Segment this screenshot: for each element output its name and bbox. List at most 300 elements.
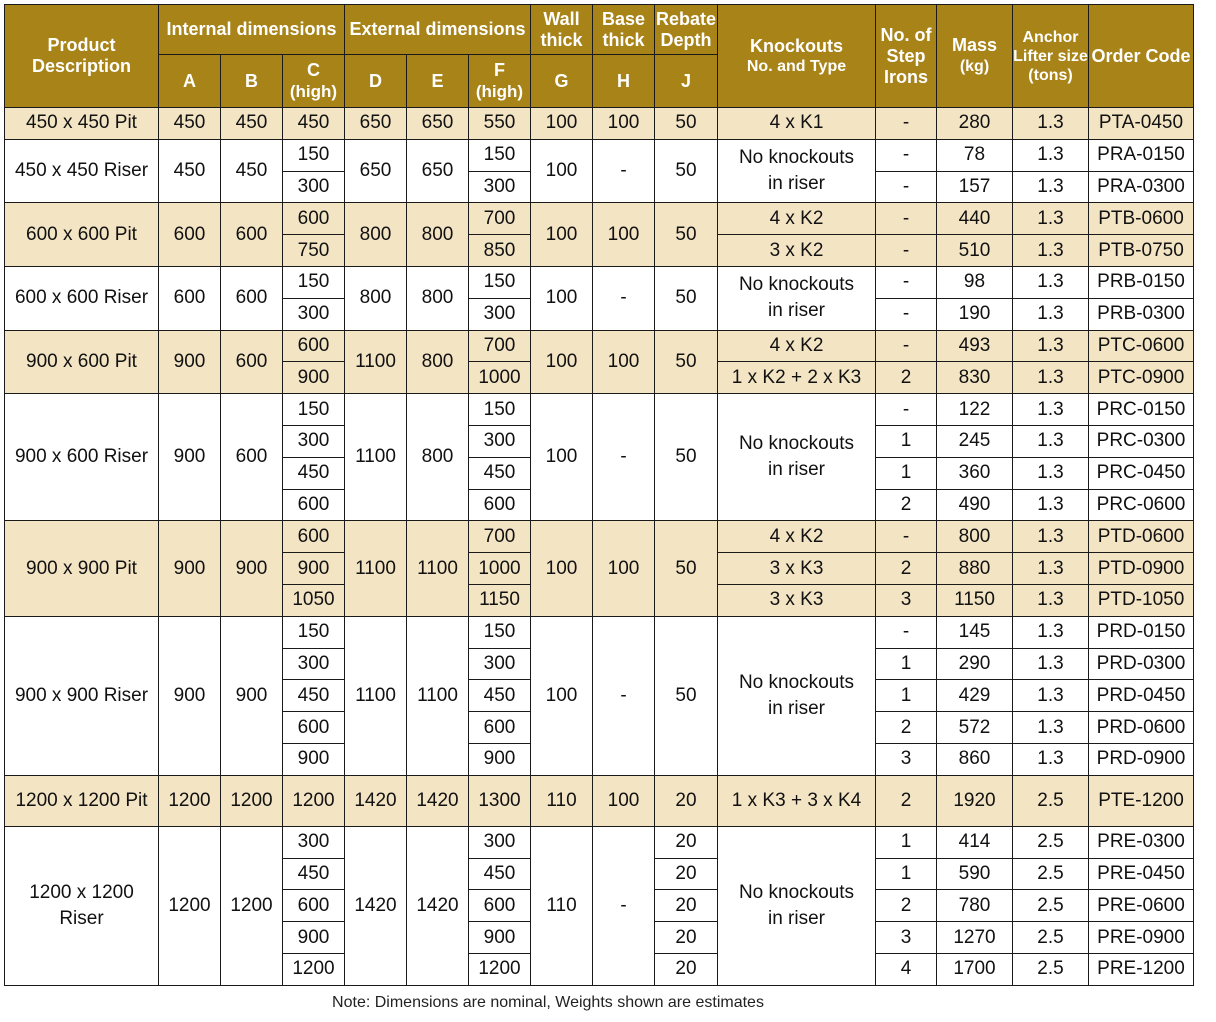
cell-anchor-lifter: 1.3 — [1013, 553, 1089, 585]
cell-anchor-lifter: 1.3 — [1013, 616, 1089, 648]
cell-dim-c: 750 — [283, 235, 345, 267]
cell-dim-c: 1200 — [283, 775, 345, 826]
cell-step-irons: - — [876, 394, 937, 426]
header-knockouts — [718, 5, 876, 108]
cell-dim-c: 900 — [283, 743, 345, 775]
cell-dim-f: 1000 — [469, 553, 531, 585]
cell-wall-thick: 100 — [531, 108, 593, 140]
cell-wall-thick: 110 — [531, 775, 593, 826]
cell-mass: 122 — [937, 394, 1013, 426]
header-col-j: J — [655, 55, 718, 108]
cell-dim-f: 450 — [469, 680, 531, 712]
cell-step-irons: 1 — [876, 826, 937, 858]
cell-dim-c: 600 — [283, 330, 345, 362]
cell-rebate-depth: 50 — [655, 266, 718, 330]
cell-step-irons: 2 — [876, 489, 937, 521]
table-row — [5, 826, 1194, 858]
cell-rebate-depth: 50 — [655, 108, 718, 140]
cell-step-irons: 4 — [876, 953, 937, 985]
cell-step-irons: 3 — [876, 584, 937, 616]
cell-anchor-lifter: 2.5 — [1013, 922, 1089, 954]
cell-step-irons: 1 — [876, 457, 937, 489]
cell-dim-d: 800 — [345, 266, 407, 330]
cell-mass: 572 — [937, 712, 1013, 744]
cell-step-irons: 3 — [876, 743, 937, 775]
cell-mass: 78 — [937, 139, 1013, 171]
cell-order-code: PRD-0300 — [1089, 648, 1194, 680]
cell-order-code: PRE-0300 — [1089, 826, 1194, 858]
cell-step-irons: - — [876, 521, 937, 553]
cell-dim-f: 150 — [469, 139, 531, 171]
cell-mass: 1700 — [937, 953, 1013, 985]
cell-knockouts: No knockouts in riser — [718, 394, 876, 521]
cell-step-irons: - — [876, 330, 937, 362]
cell-mass: 245 — [937, 425, 1013, 457]
header-mass-label: Mass — [951, 35, 998, 55]
cell-dim-f: 300 — [469, 826, 531, 858]
cell-base-thick: 100 — [593, 203, 655, 267]
cell-step-irons: 2 — [876, 553, 937, 585]
cell-order-code: PRD-0600 — [1089, 712, 1194, 744]
cell-rebate-depth: 20 — [655, 858, 718, 890]
cell-step-irons: - — [876, 266, 937, 298]
cell-anchor-lifter: 1.3 — [1013, 457, 1089, 489]
header-col-a: A — [159, 55, 221, 108]
cell-product-description: 600 x 600 Pit — [5, 203, 159, 267]
header-knockouts-title: Knockouts — [749, 36, 843, 56]
table-body — [5, 108, 1194, 986]
cell-dim-f: 300 — [469, 648, 531, 680]
cell-mass: 190 — [937, 298, 1013, 330]
cell-knockouts: 4 x K1 — [718, 108, 876, 140]
cell-rebate-depth: 50 — [655, 521, 718, 616]
cell-dim-f: 1150 — [469, 584, 531, 616]
cell-order-code: PTB-0750 — [1089, 235, 1194, 267]
cell-dim-a: 900 — [159, 330, 221, 394]
cell-step-irons: 2 — [876, 362, 937, 394]
cell-dim-e: 800 — [407, 203, 469, 267]
cell-order-code: PRA-0300 — [1089, 171, 1194, 203]
cell-mass: 800 — [937, 521, 1013, 553]
cell-anchor-lifter: 1.3 — [1013, 743, 1089, 775]
table-row — [5, 616, 1194, 648]
cell-step-irons: - — [876, 139, 937, 171]
cell-knockouts: No knockouts in riser — [718, 826, 876, 985]
header-col-c-sub: (high) — [289, 82, 338, 101]
cell-mass: 590 — [937, 858, 1013, 890]
cell-wall-thick: 100 — [531, 330, 593, 394]
cell-order-code: PRC-0150 — [1089, 394, 1194, 426]
cell-dim-f: 700 — [469, 203, 531, 235]
header-col-e: E — [407, 55, 469, 108]
cell-base-thick: 100 — [593, 775, 655, 826]
cell-dim-b: 1200 — [221, 826, 283, 985]
cell-rebate-depth: 20 — [655, 826, 718, 858]
table-header — [5, 5, 1194, 108]
cell-wall-thick: 100 — [531, 616, 593, 775]
cell-dim-d: 1100 — [345, 330, 407, 394]
table-row — [5, 203, 1194, 235]
cell-dim-a: 450 — [159, 108, 221, 140]
cell-order-code: PTD-1050 — [1089, 584, 1194, 616]
header-internal-dimensions: Internal dimensions — [159, 5, 345, 55]
cell-anchor-lifter: 1.3 — [1013, 266, 1089, 298]
cell-dim-f: 150 — [469, 616, 531, 648]
cell-step-irons: 2 — [876, 775, 937, 826]
header-col-b: B — [221, 55, 283, 108]
cell-dim-c: 450 — [283, 457, 345, 489]
cell-dim-b: 450 — [221, 139, 283, 203]
cell-order-code: PTB-0600 — [1089, 203, 1194, 235]
cell-order-code: PRD-0450 — [1089, 680, 1194, 712]
cell-anchor-lifter: 2.5 — [1013, 775, 1089, 826]
cell-base-thick: - — [593, 826, 655, 985]
cell-order-code: PTD-0600 — [1089, 521, 1194, 553]
cell-anchor-lifter: 1.3 — [1013, 394, 1089, 426]
cell-rebate-depth: 50 — [655, 330, 718, 394]
cell-step-irons: - — [876, 108, 937, 140]
cell-dim-c: 150 — [283, 139, 345, 171]
cell-knockouts: 1 x K2 + 2 x K3 — [718, 362, 876, 394]
header-col-g: G — [531, 55, 593, 108]
cell-base-thick: 100 — [593, 521, 655, 616]
cell-wall-thick: 100 — [531, 394, 593, 521]
cell-order-code: PTA-0450 — [1089, 108, 1194, 140]
table-row — [5, 139, 1194, 171]
cell-dim-c: 600 — [283, 712, 345, 744]
cell-mass: 280 — [937, 108, 1013, 140]
cell-mass: 440 — [937, 203, 1013, 235]
cell-step-irons: - — [876, 298, 937, 330]
table-row — [5, 266, 1194, 298]
cell-dim-f: 850 — [469, 235, 531, 267]
cell-step-irons: 3 — [876, 922, 937, 954]
table-row — [5, 108, 1194, 140]
cell-order-code: PRD-0150 — [1089, 616, 1194, 648]
cell-anchor-lifter: 1.3 — [1013, 330, 1089, 362]
cell-base-thick: - — [593, 266, 655, 330]
table-row — [5, 775, 1194, 826]
cell-wall-thick: 100 — [531, 521, 593, 616]
cell-order-code: PRA-0150 — [1089, 139, 1194, 171]
cell-step-irons: 2 — [876, 890, 937, 922]
cell-anchor-lifter: 1.3 — [1013, 584, 1089, 616]
cell-anchor-lifter: 1.3 — [1013, 521, 1089, 553]
cell-order-code: PRE-0450 — [1089, 858, 1194, 890]
cell-order-code: PRC-0600 — [1089, 489, 1194, 521]
header-base-thick: Base thick — [593, 5, 655, 55]
cell-dim-c: 450 — [283, 680, 345, 712]
cell-knockouts: 4 x K2 — [718, 521, 876, 553]
cell-rebate-depth: 50 — [655, 203, 718, 267]
cell-knockouts: 4 x K2 — [718, 203, 876, 235]
cell-dim-c: 600 — [283, 890, 345, 922]
cell-dim-f: 600 — [469, 890, 531, 922]
cell-dim-e: 800 — [407, 330, 469, 394]
cell-dim-a: 900 — [159, 616, 221, 775]
cell-order-code: PTD-0900 — [1089, 553, 1194, 585]
cell-product-description: 450 x 450 Riser — [5, 139, 159, 203]
cell-order-code: PRE-0600 — [1089, 890, 1194, 922]
cell-mass: 490 — [937, 489, 1013, 521]
cell-mass: 414 — [937, 826, 1013, 858]
cell-dim-c: 600 — [283, 521, 345, 553]
cell-dim-b: 600 — [221, 394, 283, 521]
cell-dim-f: 450 — [469, 457, 531, 489]
cell-anchor-lifter: 1.3 — [1013, 648, 1089, 680]
header-step-irons: No. of Step Irons — [876, 5, 937, 108]
cell-anchor-lifter: 2.5 — [1013, 953, 1089, 985]
cell-dim-d: 1420 — [345, 775, 407, 826]
cell-mass: 429 — [937, 680, 1013, 712]
cell-dim-c: 900 — [283, 553, 345, 585]
cell-anchor-lifter: 1.3 — [1013, 425, 1089, 457]
cell-dim-a: 900 — [159, 394, 221, 521]
cell-dim-c: 150 — [283, 616, 345, 648]
cell-step-irons: - — [876, 203, 937, 235]
cell-dim-f: 300 — [469, 425, 531, 457]
cell-order-code: PRB-0300 — [1089, 298, 1194, 330]
cell-dim-c: 300 — [283, 425, 345, 457]
cell-dim-f: 150 — [469, 266, 531, 298]
header-product-description: Product Description — [5, 5, 159, 108]
cell-step-irons: 2 — [876, 712, 937, 744]
cell-dim-e: 1420 — [407, 826, 469, 985]
cell-mass: 1920 — [937, 775, 1013, 826]
cell-dim-d: 1100 — [345, 616, 407, 775]
cell-dim-f: 700 — [469, 330, 531, 362]
cell-product-description: 900 x 600 Riser — [5, 394, 159, 521]
cell-dim-c: 450 — [283, 108, 345, 140]
cell-product-description: 450 x 450 Pit — [5, 108, 159, 140]
cell-dim-b: 600 — [221, 330, 283, 394]
cell-rebate-depth: 20 — [655, 890, 718, 922]
cell-dim-f: 300 — [469, 298, 531, 330]
cell-step-irons: 1 — [876, 858, 937, 890]
cell-dim-e: 650 — [407, 108, 469, 140]
cell-step-irons: - — [876, 235, 937, 267]
header-col-d: D — [345, 55, 407, 108]
cell-knockouts: 3 x K2 — [718, 235, 876, 267]
cell-wall-thick: 100 — [531, 139, 593, 203]
cell-mass: 290 — [937, 648, 1013, 680]
cell-dim-e: 650 — [407, 139, 469, 203]
cell-anchor-lifter: 1.3 — [1013, 171, 1089, 203]
cell-mass: 780 — [937, 890, 1013, 922]
cell-dim-b: 900 — [221, 521, 283, 616]
cell-base-thick: - — [593, 616, 655, 775]
cell-order-code: PRE-0900 — [1089, 922, 1194, 954]
cell-dim-a: 600 — [159, 203, 221, 267]
cell-dim-f: 450 — [469, 858, 531, 890]
cell-dim-e: 1100 — [407, 521, 469, 616]
cell-dim-a: 1200 — [159, 826, 221, 985]
cell-order-code: PRC-0450 — [1089, 457, 1194, 489]
cell-product-description: 900 x 600 Pit — [5, 330, 159, 394]
cell-dim-c: 450 — [283, 858, 345, 890]
cell-knockouts: 3 x K3 — [718, 553, 876, 585]
cell-rebate-depth: 20 — [655, 953, 718, 985]
header-rebate-depth: Rebate Depth — [655, 5, 718, 55]
cell-dim-b: 600 — [221, 203, 283, 267]
cell-dim-d: 1100 — [345, 521, 407, 616]
footnote: Note: Dimensions are nominal, Weights shown are estimates — [332, 994, 764, 1011]
cell-knockouts: 3 x K3 — [718, 584, 876, 616]
cell-rebate-depth: 50 — [655, 139, 718, 203]
cell-dim-a: 900 — [159, 521, 221, 616]
cell-dim-a: 1200 — [159, 775, 221, 826]
cell-dim-f: 1000 — [469, 362, 531, 394]
cell-anchor-lifter: 1.3 — [1013, 108, 1089, 140]
cell-product-description: 900 x 900 Riser — [5, 616, 159, 775]
cell-anchor-lifter: 1.3 — [1013, 680, 1089, 712]
cell-order-code: PRD-0900 — [1089, 743, 1194, 775]
cell-dim-f: 600 — [469, 712, 531, 744]
cell-dim-a: 450 — [159, 139, 221, 203]
cell-dim-c: 300 — [283, 298, 345, 330]
cell-order-code: PTC-0900 — [1089, 362, 1194, 394]
cell-dim-d: 1420 — [345, 826, 407, 985]
header-external-dimensions: External dimensions — [345, 5, 531, 55]
cell-dim-f: 900 — [469, 922, 531, 954]
product-table — [4, 4, 1194, 986]
header-mass-unit: (kg) — [959, 58, 990, 75]
header-knockouts-sub: No. and Type — [746, 58, 847, 75]
header-col-c — [283, 55, 345, 108]
cell-anchor-lifter: 1.3 — [1013, 489, 1089, 521]
header-anchor-lifter: Anchor Lifter size (tons) — [1013, 5, 1089, 108]
cell-rebate-depth: 50 — [655, 394, 718, 521]
cell-mass: 1270 — [937, 922, 1013, 954]
cell-product-description: 1200 x 1200 Pit — [5, 775, 159, 826]
cell-dim-f: 900 — [469, 743, 531, 775]
table-row — [5, 521, 1194, 553]
cell-step-irons: - — [876, 171, 937, 203]
cell-anchor-lifter: 2.5 — [1013, 826, 1089, 858]
cell-anchor-lifter: 2.5 — [1013, 858, 1089, 890]
header-col-f-letter: F — [494, 60, 505, 80]
cell-rebate-depth: 50 — [655, 616, 718, 775]
cell-knockouts: 4 x K2 — [718, 330, 876, 362]
cell-anchor-lifter: 1.3 — [1013, 203, 1089, 235]
cell-base-thick: 100 — [593, 108, 655, 140]
cell-dim-e: 800 — [407, 266, 469, 330]
cell-base-thick: - — [593, 394, 655, 521]
table-row — [5, 394, 1194, 426]
table-row — [5, 330, 1194, 362]
cell-dim-e: 800 — [407, 394, 469, 521]
cell-anchor-lifter: 1.3 — [1013, 298, 1089, 330]
cell-anchor-lifter: 1.3 — [1013, 362, 1089, 394]
cell-rebate-depth: 20 — [655, 775, 718, 826]
cell-mass: 510 — [937, 235, 1013, 267]
cell-dim-c: 900 — [283, 362, 345, 394]
cell-mass: 1150 — [937, 584, 1013, 616]
cell-mass: 493 — [937, 330, 1013, 362]
cell-anchor-lifter: 2.5 — [1013, 890, 1089, 922]
cell-wall-thick: 100 — [531, 266, 593, 330]
cell-order-code: PRC-0300 — [1089, 425, 1194, 457]
cell-dim-c: 300 — [283, 826, 345, 858]
cell-dim-b: 600 — [221, 266, 283, 330]
cell-wall-thick: 110 — [531, 826, 593, 985]
cell-knockouts: 1 x K3 + 3 x K4 — [718, 775, 876, 826]
cell-dim-f: 150 — [469, 394, 531, 426]
cell-dim-c: 900 — [283, 922, 345, 954]
cell-order-code: PTC-0600 — [1089, 330, 1194, 362]
cell-knockouts: No knockouts in riser — [718, 616, 876, 775]
cell-dim-c: 300 — [283, 648, 345, 680]
cell-product-description: 600 x 600 Riser — [5, 266, 159, 330]
cell-knockouts: No knockouts in riser — [718, 139, 876, 203]
cell-base-thick: 100 — [593, 330, 655, 394]
cell-dim-c: 600 — [283, 203, 345, 235]
header-wall-thick: Wall thick — [531, 5, 593, 55]
cell-dim-f: 600 — [469, 489, 531, 521]
header-order-code: Order Code — [1089, 5, 1194, 108]
header-col-f-sub: (high) — [475, 82, 524, 101]
cell-mass: 360 — [937, 457, 1013, 489]
cell-mass: 98 — [937, 266, 1013, 298]
cell-dim-c: 1050 — [283, 584, 345, 616]
cell-mass: 145 — [937, 616, 1013, 648]
cell-dim-c: 150 — [283, 394, 345, 426]
cell-dim-f: 1200 — [469, 953, 531, 985]
cell-dim-d: 800 — [345, 203, 407, 267]
cell-dim-d: 1100 — [345, 394, 407, 521]
cell-order-code: PRB-0150 — [1089, 266, 1194, 298]
cell-dim-c: 600 — [283, 489, 345, 521]
cell-anchor-lifter: 1.3 — [1013, 139, 1089, 171]
cell-mass: 860 — [937, 743, 1013, 775]
cell-dim-f: 1300 — [469, 775, 531, 826]
cell-dim-b: 450 — [221, 108, 283, 140]
cell-mass: 880 — [937, 553, 1013, 585]
header-col-c-letter: C — [307, 60, 320, 80]
cell-knockouts: No knockouts in riser — [718, 266, 876, 330]
cell-dim-f: 550 — [469, 108, 531, 140]
cell-dim-f: 300 — [469, 171, 531, 203]
cell-dim-b: 1200 — [221, 775, 283, 826]
cell-dim-d: 650 — [345, 108, 407, 140]
cell-order-code: PTE-1200 — [1089, 775, 1194, 826]
cell-product-description: 1200 x 1200 Riser — [5, 826, 159, 985]
cell-step-irons: 1 — [876, 680, 937, 712]
cell-dim-c: 300 — [283, 171, 345, 203]
header-col-h: H — [593, 55, 655, 108]
cell-step-irons: - — [876, 616, 937, 648]
cell-step-irons: 1 — [876, 648, 937, 680]
cell-mass: 830 — [937, 362, 1013, 394]
header-col-f — [469, 55, 531, 108]
cell-mass: 157 — [937, 171, 1013, 203]
cell-product-description: 900 x 900 Pit — [5, 521, 159, 616]
header-mass — [937, 5, 1013, 108]
cell-dim-c: 1200 — [283, 953, 345, 985]
cell-anchor-lifter: 1.3 — [1013, 235, 1089, 267]
cell-step-irons: 1 — [876, 425, 937, 457]
cell-dim-b: 900 — [221, 616, 283, 775]
cell-dim-f: 700 — [469, 521, 531, 553]
cell-wall-thick: 100 — [531, 203, 593, 267]
cell-dim-e: 1420 — [407, 775, 469, 826]
cell-dim-c: 150 — [283, 266, 345, 298]
cell-dim-e: 1100 — [407, 616, 469, 775]
cell-anchor-lifter: 1.3 — [1013, 712, 1089, 744]
cell-dim-a: 600 — [159, 266, 221, 330]
cell-rebate-depth: 20 — [655, 922, 718, 954]
cell-order-code: PRE-1200 — [1089, 953, 1194, 985]
